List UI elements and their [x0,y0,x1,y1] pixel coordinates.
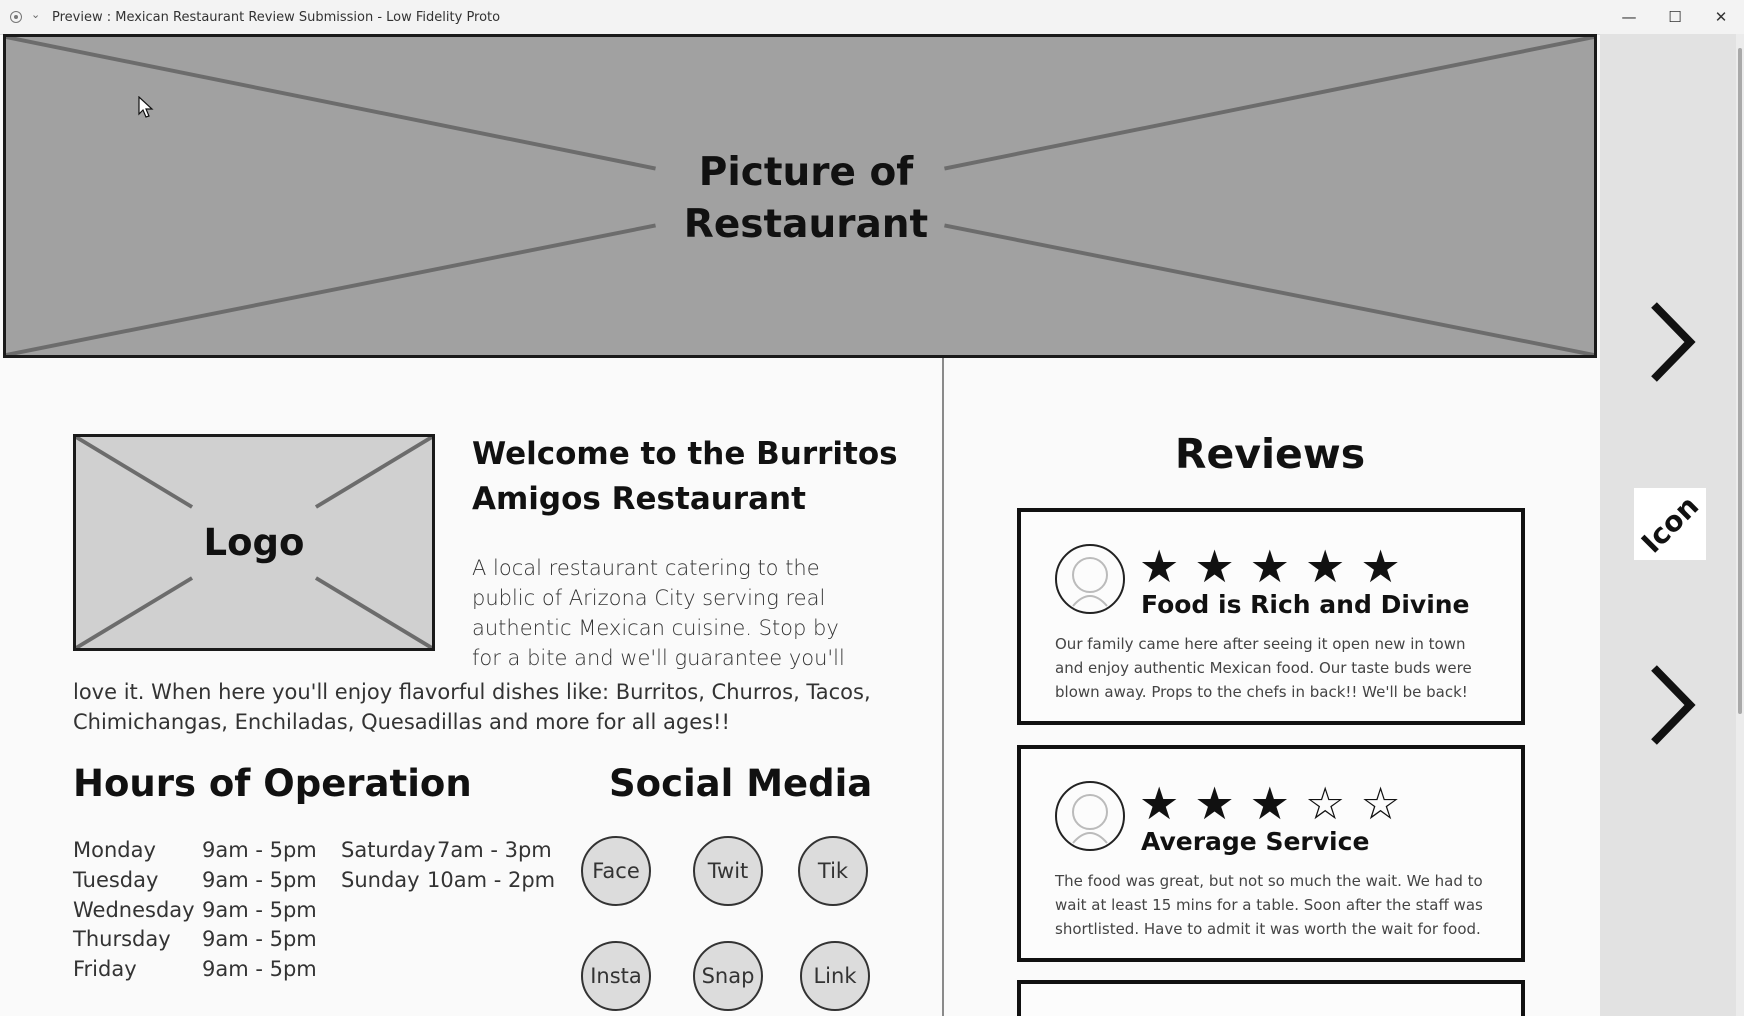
hours-day-label: Thursday [73,927,171,951]
review-card[interactable] [1017,980,1525,1016]
column-divider [942,358,944,1016]
title-bar [0,0,1744,35]
icon-label: Icon [1634,488,1706,560]
review-title: Average Service [1141,827,1370,856]
maximize-button[interactable]: ☐ [1668,8,1682,26]
window-title: Preview : Mexican Restaurant Review Submission - Low Fidelity Proto [52,10,501,25]
minimize-button[interactable]: — [1621,8,1637,26]
hours-day-label: Wednesday [73,898,195,922]
icon-placeholder[interactable] [1634,488,1706,560]
chevron-down-icon[interactable]: ⌄ [31,8,41,21]
review-body: The food was great, but not so much the wait. We had to wait at least 15 mins for a table. Soon after the staff was shortlisted. Have to admit it was worth the wait for food. [1055,872,1483,938]
user-avatar-icon [1055,544,1125,614]
twitter-button[interactable]: Twit [693,836,763,906]
vertical-scrollbar[interactable] [1736,34,1744,1016]
mouse-cursor-icon [138,96,154,118]
hours-day-label: Tuesday [73,868,159,892]
close-button[interactable]: ✕ [1714,8,1728,26]
social-heading: Social Media [609,762,873,805]
next-arrow-button[interactable] [1640,297,1700,387]
snapchat-button[interactable]: Snap [693,941,763,1011]
hours-day-label: Monday [73,838,156,862]
hours-time-value: 10am - 2pm [427,868,556,892]
reviews-heading: Reviews [1174,430,1366,478]
app-icon[interactable] [10,11,22,23]
instagram-button[interactable]: Insta [581,941,651,1011]
logo-label: Logo [203,521,305,564]
hours-heading: Hours of Operation [73,762,472,805]
scrollbar-thumb[interactable] [1738,48,1742,714]
review-title: Food is Rich and Divine [1141,590,1470,619]
hours-time-value: 9am - 5pm [202,927,317,951]
hero-label: Picture of Restaurant [683,150,929,247]
hours-time-value: 9am - 5pm [202,838,317,862]
review-card[interactable] [1017,508,1525,725]
user-avatar-icon [1055,781,1125,851]
hours-time-value: 9am - 5pm [202,957,317,981]
star-rating: ★★★☆☆ [1139,777,1416,830]
restaurant-picture-placeholder [3,34,1597,358]
hours-time-value: 7am - 3pm [437,838,552,862]
hours-day-label: Saturday [341,838,436,862]
chevron-right-icon [1640,660,1700,750]
welcome-heading: Welcome to the Burritos Amigos Restaurant [472,436,898,517]
logo-placeholder [73,434,435,651]
hours-time-value: 9am - 5pm [202,868,317,892]
star-rating: ★★★★★ [1139,540,1416,593]
description-text: A local restaurant catering to the public of Arizona City serving real authentic Mexican cuisine. Stop by for a bite and we'll guarantee you'll [472,556,845,670]
description-text-continued: love it. When here you'll enjoy flavorful dishes like: Burritos, Churros, Tacos, Chimichangas, Enchiladas, Quesadillas and more for all ages!! [73,680,871,734]
facebook-button[interactable]: Face [581,836,651,906]
linkedin-button[interactable]: Link [800,941,870,1011]
next-arrow-button[interactable] [1640,660,1700,750]
chevron-right-icon [1640,297,1700,387]
review-body: Our family came here after seeing it open new in town and enjoy authentic Mexican food. Our taste buds were blown away. Props to the chefs in back!! We'll be back! [1055,635,1472,701]
tiktok-button[interactable]: Tik [798,836,868,906]
hours-time-value: 9am - 5pm [202,898,317,922]
hours-day-label: Friday [73,957,137,981]
review-card[interactable] [1017,745,1525,962]
hours-day-label: Sunday [341,868,420,892]
